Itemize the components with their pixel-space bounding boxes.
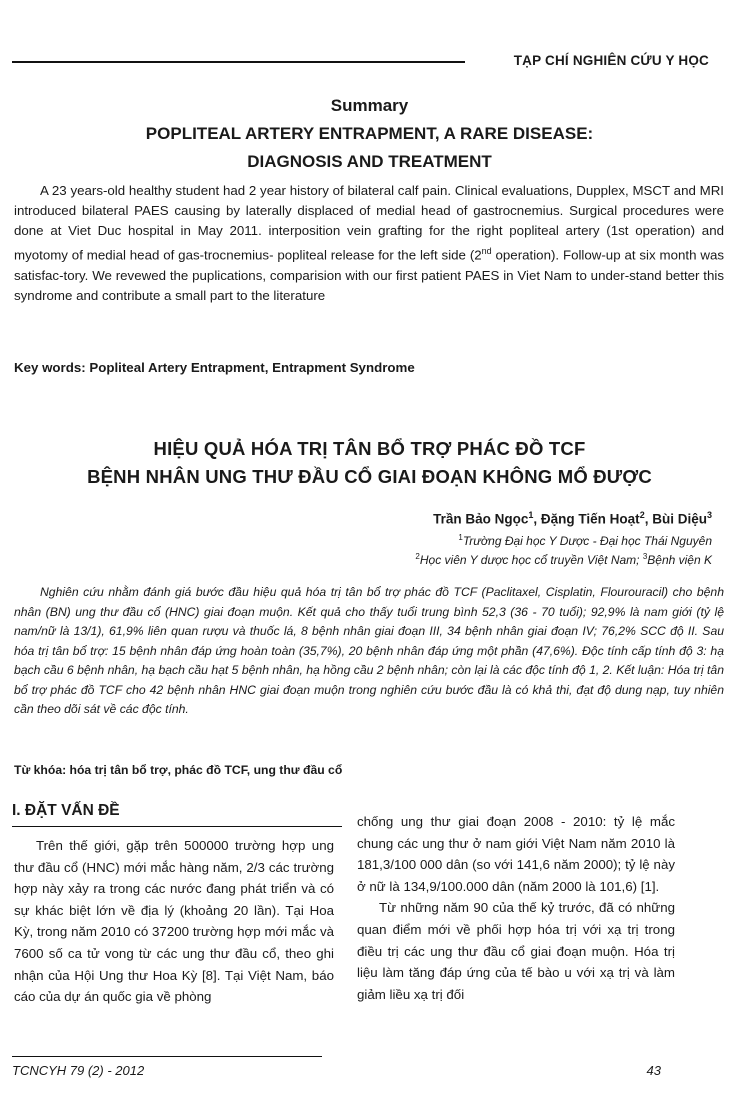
affiliation-1: [458, 533, 712, 548]
footer-rule: [12, 1056, 322, 1057]
affil-text: Bệnh viện K: [647, 553, 712, 567]
english-title-line-1: POPLITEAL ARTERY ENTRAPMENT, A RARE DISEASE:: [145, 124, 594, 143]
author-affil-mark: 3: [706, 510, 712, 520]
author-name: Trần Bảo Ngọc: [433, 511, 529, 527]
summary-heading: Summary: [330, 96, 409, 115]
section-rule: [12, 826, 342, 827]
author-separator: ,: [644, 511, 653, 527]
affil-text: Học viên Y dược học cổ truyền Việt Nam;: [419, 553, 643, 567]
vietnamese-abstract: Nghiên cứu nhằm đánh giá bước đầu hiệu quả hóa trị tân bổ trợ phác đồ TCF (Paclitaxel, Cisplatin, Flourouracil) cho bệnh nhân (BN) ung thư đầu cổ (HNC) giai đoạn muộn. Kết quả cho thấy tuổi trung bình 52,3 (36 - 70 tuổi); 92,9% là nam giới (tỷ lệ nam/nữ là 13/1), 61,9% liên quan rượu và thuốc lá, 8 bệnh nhân giai đoạn III, 34 bệnh nhân giai đoạn IV; 76,2% SCC độ II. Sau hóa trị tân bổ trợ: 15 bệnh nhân đáp ứng hoàn toàn (35,7%), 20 bệnh nhân đáp ứng một phần (47,6%). Độc tính cấp tính độ 3: hạ bạch cầu 6 bệnh nhân, hạ bạch cầu hạt 5 bệnh nhân, hạ hồng cầu 2 bệnh nhân; còn lại là các độc tính độ 1, 2. Kết luận: Hóa trị tân bổ trợ phác đồ TCF cho 42 bệnh nhân HNC giai đoạn muộn trong nghiên cứu bước đầu là có khả thi, đạt độ dung nạp, tuy nhiên cần theo dõi sát về các độc tính.: [14, 585, 724, 716]
header-rule: [12, 61, 465, 63]
author-affil-mark: 1: [528, 510, 534, 520]
left-column: [14, 835, 334, 1008]
right-paragraph-2: Từ những năm 90 của thế kỷ trước, đã có những quan điểm mới về phối hợp hóa trị với xạ trị trong điều trị các ung thư đầu cổ giai đoạn muộn. Hóa trị liệu làm tăng đáp ứng của tế bào u với xạ trị và làm giảm liều xạ trị đối: [357, 900, 675, 1002]
summary-superscript: nd: [481, 246, 492, 257]
affiliation-2: [415, 552, 712, 567]
footer-citation: TCNCYH 79 (2) - 2012: [12, 1063, 145, 1078]
english-title-line-2: DIAGNOSIS AND TREATMENT: [247, 152, 492, 171]
vietnamese-keywords: Từ khóa: hóa trị tân bổ trợ, phác đồ TCF, ung thư đầu cổ: [14, 763, 343, 777]
summary-body: [14, 181, 724, 306]
author-name: Đặng Tiến Hoạt: [540, 511, 640, 527]
right-paragraph-1: chống ung thư giai đoạn 2008 - 2010: tỷ lệ mắc chung các ung thư ở nam giới Việt Nam năm 2010 là 181,3/100 000 dân (so với 141,6 năm 2000); tỷ lệ này ở nữ là 134,9/100.000 dân (năm 2000 là 101,6) [1].: [357, 814, 675, 894]
article-title-line-2: BỆNH NHÂN UNG THƯ ĐẦU CỔ GIAI ĐOẠN KHÔNG MỔ ĐƯỢC: [87, 466, 652, 487]
author-separator: ,: [533, 511, 541, 527]
journal-name: TẠP CHÍ NGHIÊN CỨU Y HỌC: [513, 53, 709, 68]
summary-text-1: A 23 years-old healthy student had 2 year history of bilateral calf pain. Clinical evaluations, Dupplex, MSCT and MRI introduced bilateral PAES causing by laterally displaced of medial head of gastrocnemius. Surgical procedures were done at Viet Duc hospital in May 2011. interposition vein grafting for the right popliteal artery (1st operation) and myotomy of medial head of gas-trocnemius- popliteal release for the left side (2: [14, 183, 724, 263]
affil-mark: 1: [458, 533, 463, 542]
article-title-line-1: HIỆU QUẢ HÓA TRỊ TÂN BỔ TRỢ PHÁC ĐỒ TCF: [153, 438, 586, 459]
affil-text: Trường Đại học Y Dược - Đại học Thái Nguyên: [462, 534, 712, 548]
affil-mark: 3: [642, 552, 648, 561]
right-column: [357, 811, 675, 1005]
page-number: 43: [646, 1063, 661, 1078]
author-list: [433, 510, 712, 527]
affil-mark: 2: [415, 552, 420, 561]
english-keywords: Key words: Popliteal Artery Entrapment, Entrapment Syndrome: [14, 360, 415, 375]
author-affil-mark: 2: [639, 510, 645, 520]
summary-text-2: operation). Follow-up at six month was satisfac-tory. We revewed the puplications, comparision with our first patient PAES in Viet Nam to under-stand better this syndrome and contribute a small part to the literature: [14, 247, 724, 303]
running-header: [12, 52, 709, 72]
author-name: Bùi Diệu: [652, 511, 707, 527]
left-paragraph: Trên thế giới, gặp trên 500000 trường hợp ung thư đầu cổ (HNC) mới mắc hàng năm, 2/3 các trường hợp này xảy ra trong các nước đang phát triển và có sự khác biệt lớn về địa lý (khoảng 20 lần). Tại Hoa Kỳ, trong năm 2010 có 37200 trường hợp mới mắc và 7600 số ca tử vong từ các ung thư đầu cổ, theo ghi nhận của Hội Ung thư Hoa Kỳ [8]. Tại Việt Nam, báo cáo của dự án quốc gia về phòng: [14, 838, 334, 1005]
section-heading: I. ĐẶT VẤN ĐỀ: [12, 802, 120, 819]
